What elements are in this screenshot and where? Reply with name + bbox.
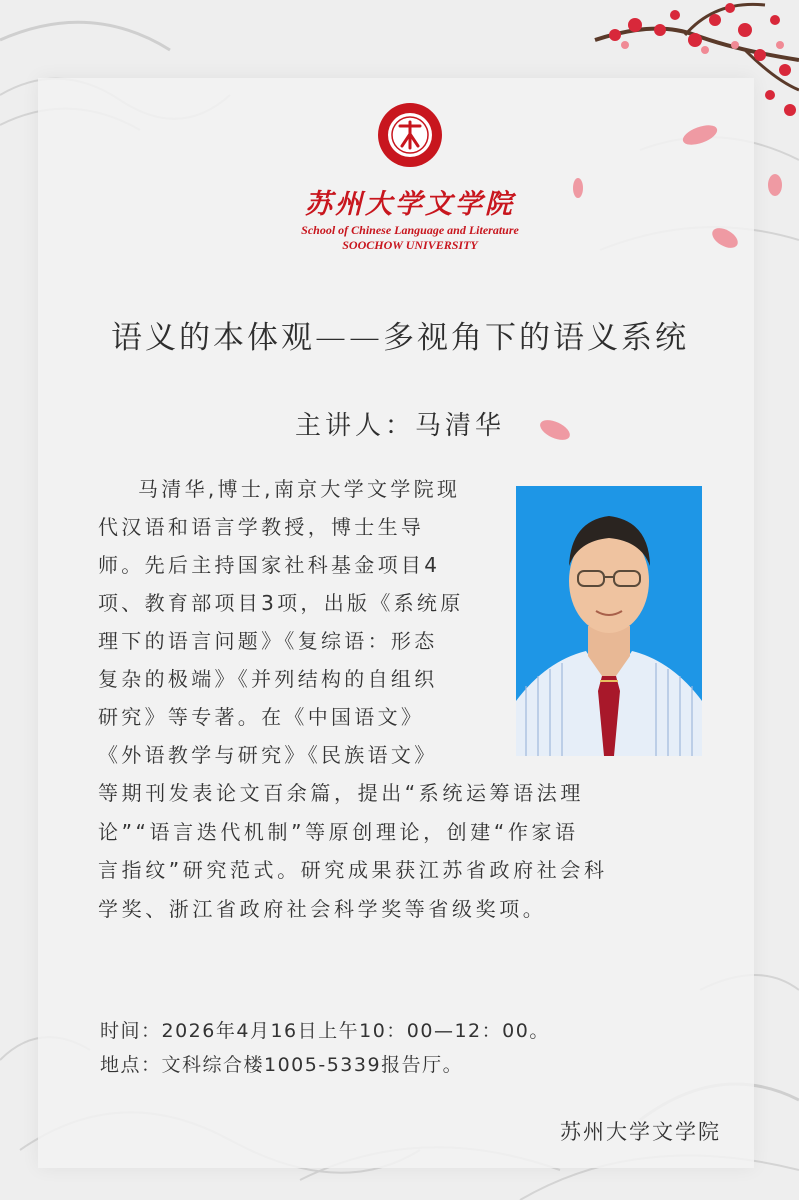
event-place: 地点：文科综合楼1005-5339报告厅。: [100, 1054, 464, 1076]
bio-line: 《外语教学与研究》《民族语文》: [98, 743, 438, 767]
bio-line: 项、教育部项目3项，出版《系统原: [98, 591, 464, 615]
bio-line: 学奖、浙江省政府社会科学奖等省级奖项。: [98, 896, 547, 921]
event-time: 时间：2026年4月16日上午10：00—12：00。: [100, 1020, 550, 1042]
speaker-bio-top: [98, 470, 513, 774]
bio-line: 理下的语言问题》《复综语：形态: [98, 629, 438, 653]
school-header: [260, 102, 560, 253]
school-emblem-icon: [377, 102, 443, 168]
footer-organizer: 苏州大学文学院: [560, 1120, 721, 1144]
event-info: [100, 1014, 700, 1082]
bio-line: 论”“语言迭代机制”等原创理论，创建“作家语: [98, 819, 579, 844]
bio-line: 代汉语和语言学教授，博士生导: [98, 515, 425, 539]
university-name-en: SOOCHOW UNIVERSITY: [342, 238, 478, 252]
bio-line: 马清华,博士,南京大学文学院现: [138, 477, 461, 501]
lecture-title: 语义的本体观——多视角下的语义系统: [111, 320, 689, 356]
speaker-photo: [516, 486, 702, 756]
school-name-en: School of Chinese Language and Literature: [301, 223, 519, 237]
petal-decoration: [530, 120, 799, 450]
plum-blossom-icon: [575, 0, 799, 130]
bio-line: 言指纹”研究范式。研究成果获江苏省政府社会科: [98, 858, 608, 882]
bio-line: 师。先后主持国家社科基金项目4: [98, 553, 441, 577]
bio-line: 复杂的极端》《并列结构的自组织: [98, 667, 438, 691]
bio-line: 等期刊发表论文百余篇，提出“系统运筹语法理: [98, 781, 584, 805]
school-name-cn: 苏州大学文学院: [305, 189, 515, 220]
bio-line: 研究》等专著。在《中国语文》: [98, 705, 425, 729]
speaker-bio-bottom: [98, 774, 708, 928]
speaker-name: 主讲人：马清华: [294, 411, 505, 441]
